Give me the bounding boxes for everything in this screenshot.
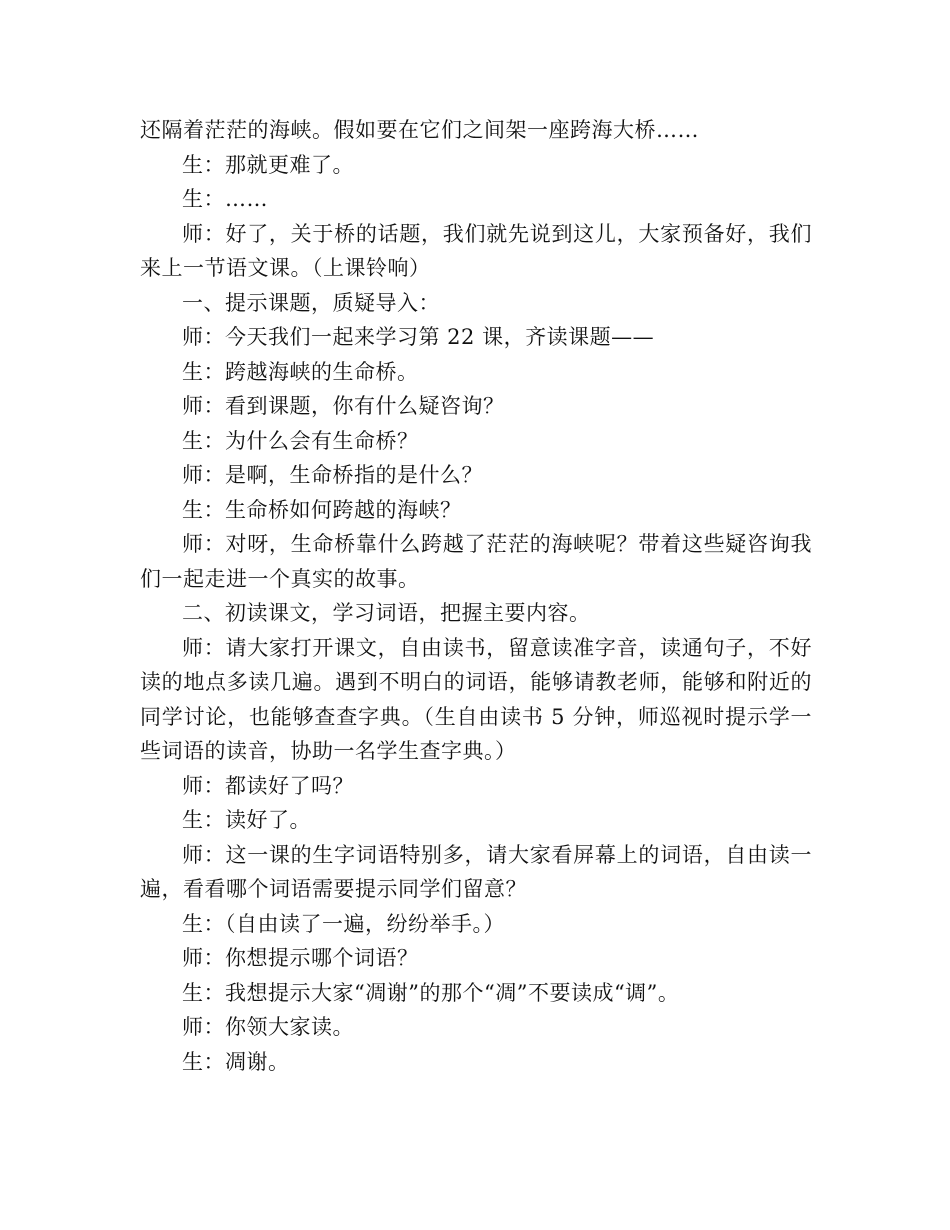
paragraph: 师：是啊，生命桥指的是什么？	[182, 463, 483, 487]
section-heading: 一、提示课题，质疑导入：	[182, 290, 440, 315]
paragraph: 生：读好了。	[182, 808, 311, 832]
document-page	[140, 113, 812, 1079]
paragraph: 师：你想提示哪个词语？	[182, 946, 419, 970]
paragraph: 生：……	[182, 187, 268, 211]
paragraph: 师：好了，关于桥的话题，我们就先说到这儿，大家预备好，我们来上一节语文课。（上课铃响）	[140, 221, 812, 280]
paragraph: 师：对呀，生命桥靠什么跨越了茫茫的海峡呢？带着这些疑咨询我们一起走进一个真实的故事。	[140, 532, 812, 591]
paragraph: 还隔着茫茫的海峡。假如要在它们之间架一座跨海大桥……	[140, 118, 699, 142]
section-heading: 二、初读课文，学习词语，把握主要内容。	[182, 601, 591, 625]
paragraph: 师：你领大家读。	[182, 1015, 354, 1039]
paragraph: 师：今天我们一起来学习第 22 课，齐读课题——	[182, 325, 655, 349]
paragraph: 师：这一课的生字词语特别多，请大家看屏幕上的词语，自由读一遍，看看哪个词语需要提示同学们留意？	[140, 842, 812, 901]
paragraph: 生：（自由读了一遍，纷纷举手。）	[182, 911, 505, 936]
paragraph: 生：生命桥如何跨越的海峡？	[182, 497, 462, 522]
paragraph: 师：请大家打开课文，自由读书，留意读准字音，读通句子，不好读的地点多读几遍。遇到不明白的词语，能够请教老师，能够和附近的同学讨论，也能够查查字典。（生自由读书 5 分钟，师巡视时提示学一些词语的读音，协助一名学生查字典。）	[140, 635, 812, 763]
paragraph: 生：凋谢。	[182, 1049, 290, 1074]
paragraph: 生：跨越海峡的生命桥。	[182, 359, 419, 384]
paragraph: 生：我想提示大家“凋谢”的那个“凋”不要读成“调”。	[182, 980, 680, 1005]
paragraph: 生：那就更难了。	[182, 152, 354, 177]
paragraph: 师：都读好了吗？	[182, 773, 354, 798]
paragraph: 师：看到课题，你有什么疑咨询？	[182, 394, 505, 418]
paragraph: 生：为什么会有生命桥？	[182, 428, 419, 453]
